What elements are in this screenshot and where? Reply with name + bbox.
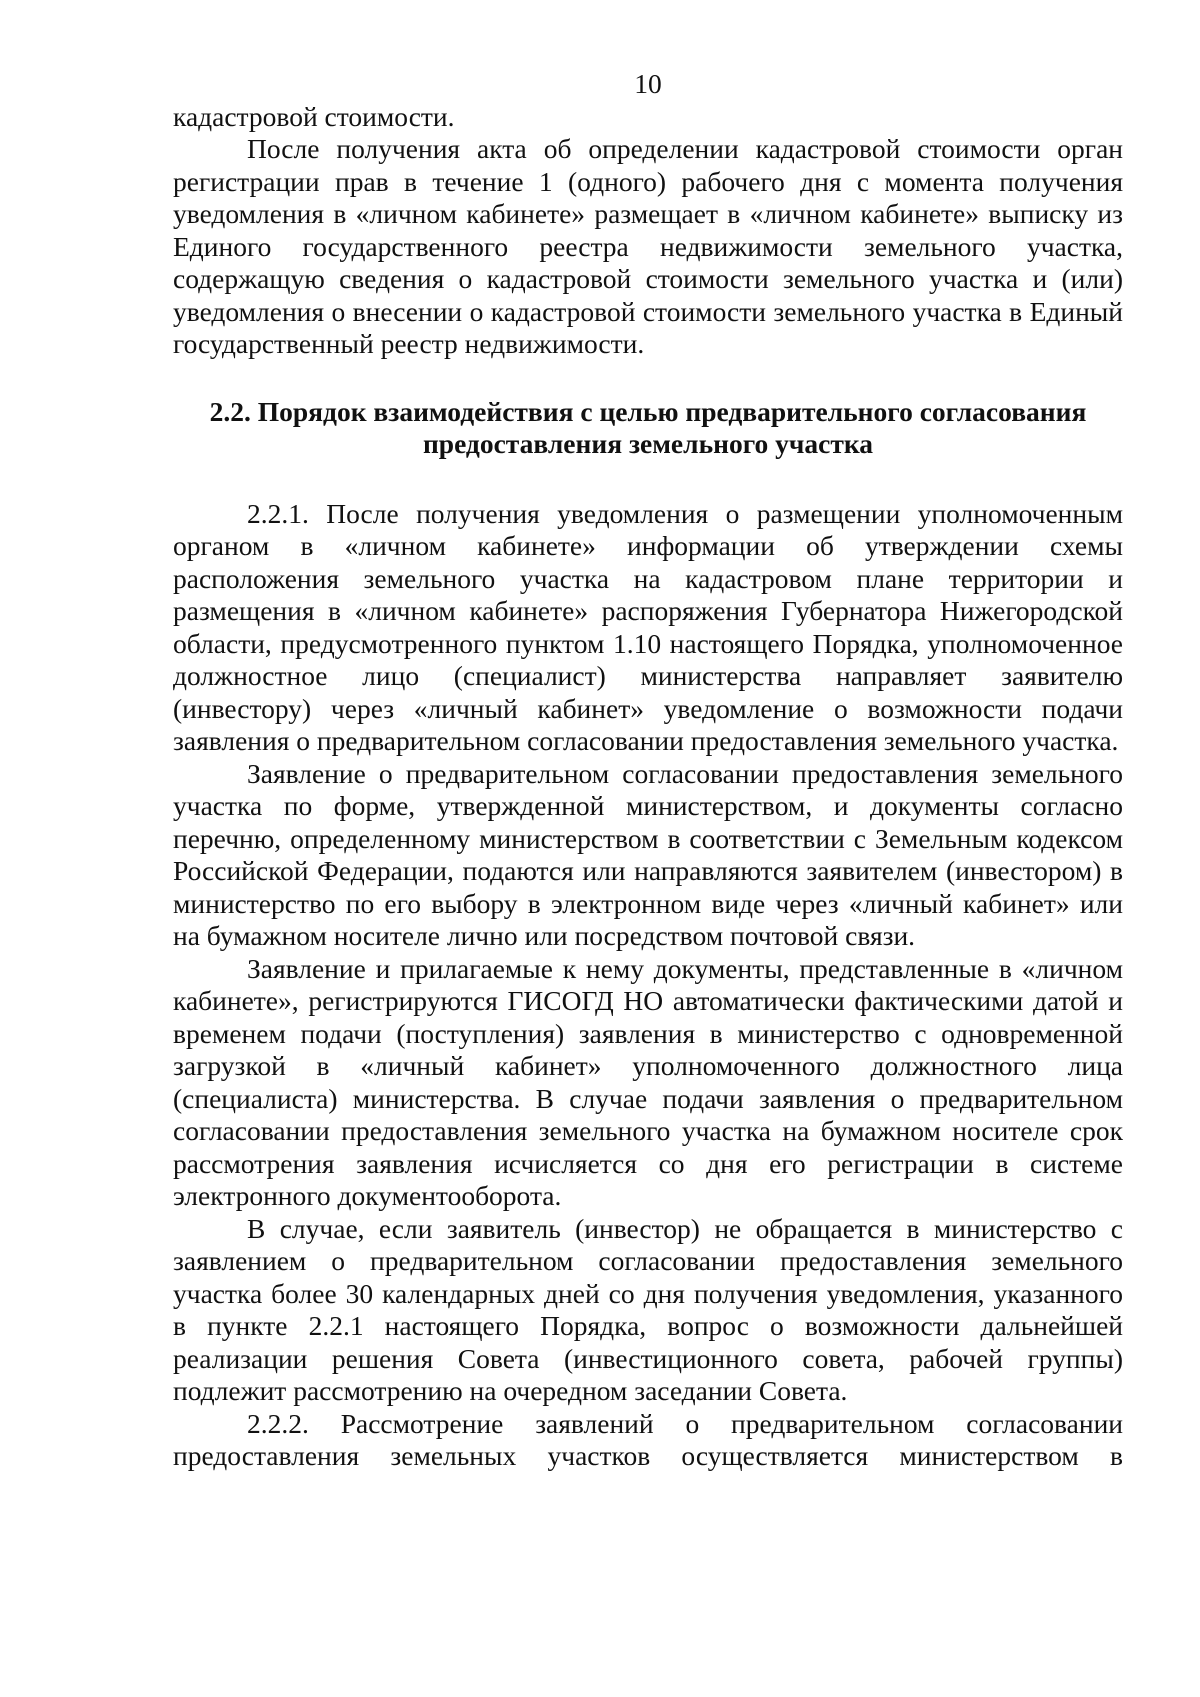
paragraph-2-2-1: 2.2.1. После получения уведомления о размещении уполномоченным органом в «личном кабинете» информации об утверждении схемы расположения земельного участка на кадастровом плане территории и размещения в «личном кабинете» распоряжения Губернатора Нижегородской области, предусмотренного пунктом 1.10 настоящего Порядка, уполномоченное должностное лицо (специалист) министерства направляет заявителю (инвестору) через «личный кабинет» уведомление о возможности подачи заявления о предварительном согласовании предоставления земельного участка. (173, 497, 1123, 756)
paragraph-2-2-2: 2.2.2. Рассмотрение заявлений о предварительном согласовании предоставления земельных участков осуществляется министерством в (173, 1407, 1123, 1471)
paragraphs-before (173, 101, 1123, 361)
section-heading-line1: 2.2. Порядок взаимодействия с целью предварительного согласования (209, 395, 1087, 427)
section-heading (173, 396, 1123, 461)
paragraph-cadastral-registration: После получения акта об определении кадастровой стоимости орган регистрации прав в течение 1 (одного) рабочего дня с момента получения уведомления в «личном кабинете» размещает в «личном кабинете» выписку из Единого государственного реестра недвижимости земельного участка, содержащую сведения о кадастровой стоимости земельного участка и (или) уведомления о внесении о кадастровой стоимости земельного участка в Единый государственный реестр недвижимости. (173, 133, 1123, 359)
page-number: 10 (634, 68, 662, 99)
section-heading-line2: предоставления земельного участка (422, 428, 874, 459)
paragraph-continuation: кадастровой стоимости. (173, 100, 455, 132)
paragraph-application-registration: Заявление и прилагаемые к нему документы, представленные в «личном кабинете», регистрируются ГИСОГД НО автоматически фактическими датой и временем подачи (поступления) заявления в министерство с одновременной загрузкой в «личный кабинет» уполномоченного должностного лица (специалиста) министерства. В случае подачи заявления о предварительном согласовании предоставления земельного участка на бумажном носителе срок рассмотрения заявления исчисляется со дня его регистрации в системе электронного документооборота. (173, 952, 1123, 1211)
paragraphs-after (173, 498, 1123, 1473)
document-page (173, 68, 1123, 1473)
paragraph-deadline: В случае, если заявитель (инвестор) не обращается в министерство с заявлением о предварительном согласовании предоставления земельного участка более 30 календарных дней со дня получения уведомления, указанного в пункте 2.2.1 настоящего Порядка, вопрос о возможности дальнейшей реализации решения Совета (инвестиционного совета, рабочей группы) подлежит рассмотрению на очередном заседании Совета. (173, 1212, 1123, 1406)
paragraph-application-submission: Заявление о предварительном согласовании предоставления земельного участка по форме, утвержденной министерством, и документы согласно перечню, определенному министерством в соответствии с Земельным кодексом Российской Федерации, подаются или направляются заявителем (инвестором) в министерство по его выбору в электронном виде через «личный кабинет» или на бумажном носителе лично или посредством почтовой связи. (173, 757, 1123, 951)
